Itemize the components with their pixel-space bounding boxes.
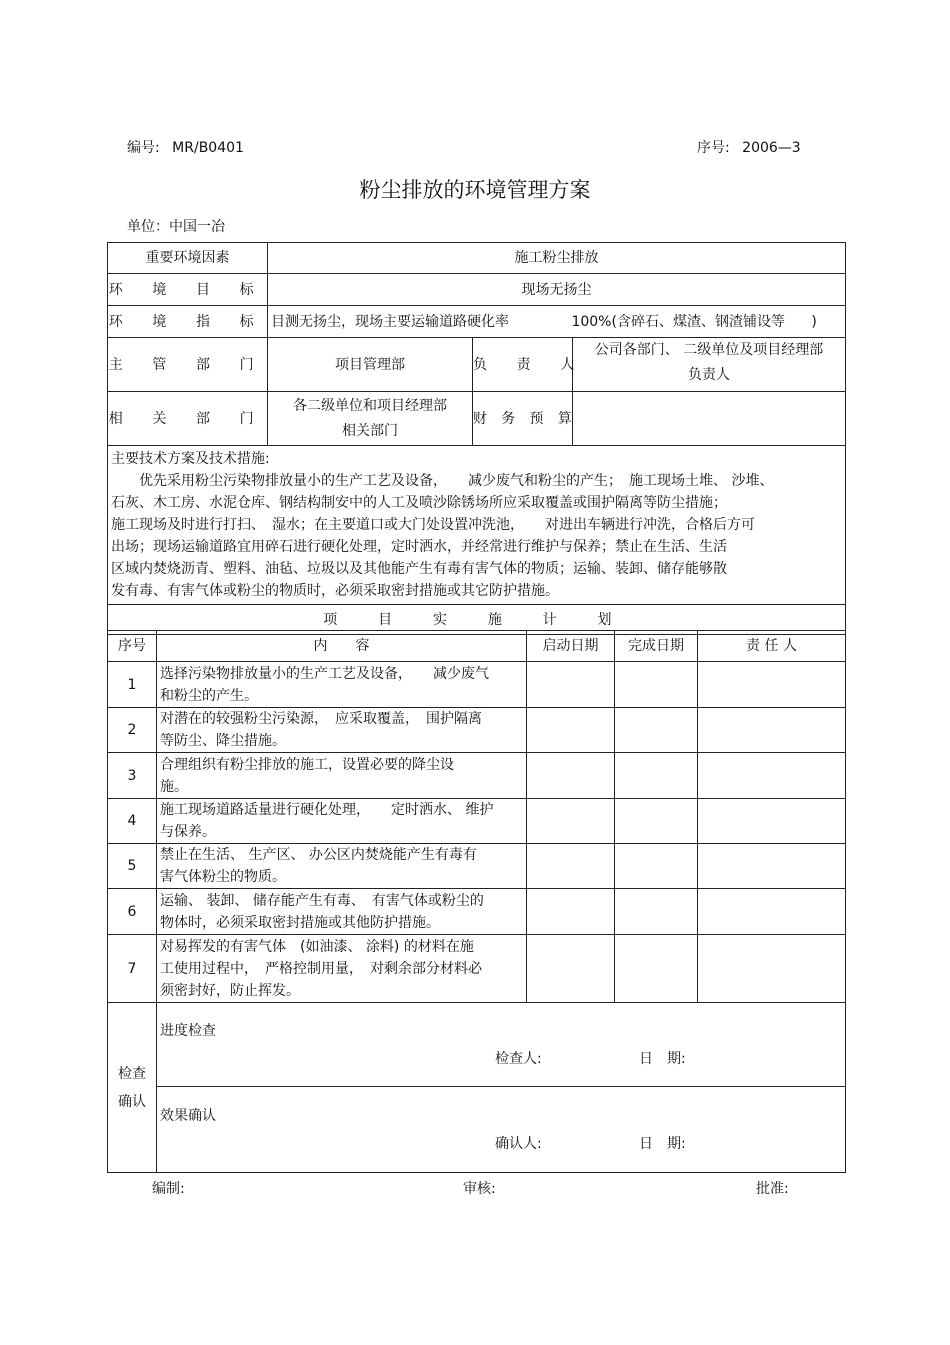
doc-seq-label: 序号: [697, 140, 730, 156]
owner-value [573, 338, 846, 392]
tech-heading: 主要技术方案及技术措施: [111, 451, 270, 467]
row-start [527, 708, 615, 753]
check-label-1: 检查 [118, 1065, 146, 1082]
row-owner [698, 935, 846, 1003]
row-end [615, 935, 698, 1003]
tech-line: 出场；现场运输道路宜用碎石进行硬化处理，定时洒水，并经常进行维护与保养；禁止在生活、生活 [111, 539, 727, 555]
row-no: 5 [108, 844, 157, 889]
row-content-line: 工使用过程中， 严格控制用量， 对剩余部分材料必 [160, 960, 482, 977]
effect-confirm-cell [157, 1087, 846, 1173]
tech-line: 优先采用粉尘污染物排放量小的生产工艺及设备， 减少废气和粉尘的产生； 施工现场土堆、 沙堆、 [111, 473, 774, 489]
footer-approve: 批准: [756, 1181, 789, 1197]
table-row [108, 708, 846, 753]
row-content-line: 物体时，必须采取密封措施或其他防护措施。 [160, 914, 440, 931]
row-no: 3 [108, 753, 157, 799]
row-content [157, 662, 527, 708]
target-label: 环 境 目 标 [108, 274, 268, 306]
rel-value-2: 相关部门 [342, 422, 398, 439]
tech-measures [108, 446, 846, 605]
progress-date: 日 期: [639, 1051, 686, 1067]
budget-label: 财 务 预 算 [473, 392, 573, 446]
table-row [108, 662, 846, 708]
table-row [108, 889, 846, 935]
check-label-2: 确认 [118, 1093, 146, 1110]
factor-label: 重要环境因素 [108, 243, 268, 274]
footer-compile: 编制: [152, 1181, 185, 1197]
rel-label: 相 关 部 门 [108, 392, 268, 446]
col-header-end: 完成日期 [615, 631, 698, 662]
row-content-line: 运输、 装卸、 储存能产生有毒、 有害气体或粉尘的 [160, 892, 484, 909]
row-no: 2 [108, 708, 157, 753]
effect-title: 效果确认 [160, 1108, 216, 1124]
check-table [107, 1002, 846, 1173]
doc-code [127, 137, 244, 157]
doc-code-value: MR/B0401 [172, 140, 244, 156]
row-start [527, 935, 615, 1003]
row-end [615, 753, 698, 799]
plan-table [107, 630, 846, 1003]
owner-value-2: 负责人 [688, 367, 730, 383]
row-content-line: 须密封好，防止挥发。 [160, 982, 300, 999]
row-owner [698, 889, 846, 935]
row-end [615, 799, 698, 844]
row-owner [698, 799, 846, 844]
doc-code-label: 编号: [127, 140, 160, 156]
row-content-line: 与保养。 [160, 824, 216, 840]
row-content [157, 708, 527, 753]
page-title: 粉尘排放的环境管理方案 [359, 178, 591, 202]
doc-seq-value: 2006—3 [742, 140, 801, 156]
row-start [527, 799, 615, 844]
info-table [107, 242, 846, 635]
col-header-no: 序号 [108, 631, 157, 662]
dept-value: 项目管理部 [268, 338, 473, 392]
index-value-a: 目测无扬尘，现场主要运输道路硬化率 [271, 313, 509, 330]
row-start [527, 844, 615, 889]
row-end [615, 662, 698, 708]
dept-label: 主 管 部 门 [108, 338, 268, 392]
row-content-line: 合理组织有粉尘排放的施工，设置必要的降尘设 [160, 756, 454, 773]
row-content-line: 施工现场道路适量进行硬化处理， 定时洒水、 维护 [160, 802, 494, 818]
plan-title: 项 目 实 施 计 划 [108, 605, 846, 635]
index-value [268, 306, 846, 338]
budget-value [573, 392, 846, 446]
row-start [527, 889, 615, 935]
row-content-line: 等防尘、降尘措施。 [160, 733, 286, 749]
col-header-owner: 责 任 人 [698, 631, 846, 662]
row-content [157, 799, 527, 844]
row-end [615, 889, 698, 935]
table-row [108, 753, 846, 799]
row-no: 1 [108, 662, 157, 708]
index-value-c: ) [811, 313, 817, 330]
row-no: 4 [108, 799, 157, 844]
tech-line: 石灰、木工房、水泥仓库、钢结构制安中的人工及喷沙除锈场所应采取覆盖或围护隔离等防尘措施； [111, 495, 727, 511]
index-label: 环 境 指 标 [108, 306, 268, 338]
index-value-b: 100%(含碎石、煤渣、钢渣铺设等 [571, 313, 785, 330]
col-header-content: 内 容 [157, 631, 527, 662]
row-end [615, 708, 698, 753]
progress-title: 进度检查 [160, 1023, 216, 1039]
owner-value-1: 公司各部门、 二级单位及项目经理部 [594, 342, 824, 358]
unit-line: 单位：中国一冶 [127, 219, 225, 235]
row-content [157, 844, 527, 889]
footer-review: 审核: [463, 1181, 496, 1197]
row-owner [698, 708, 846, 753]
row-content-line: 和粉尘的产生。 [160, 687, 258, 704]
row-content [157, 753, 527, 799]
tech-line: 施工现场及时进行打扫、 湿水；在主要道口或大门处设置冲洗池， 对进出车辆进行冲洗，合格后方可 [111, 517, 755, 533]
effect-person: 确认人: [495, 1136, 542, 1152]
row-no: 6 [108, 889, 157, 935]
row-content-line: 害气体粉尘的物质。 [160, 869, 286, 885]
check-label [108, 1003, 157, 1173]
table-row [108, 935, 846, 1003]
rel-value [268, 392, 473, 446]
factor-value: 施工粉尘排放 [268, 243, 846, 274]
doc-seq [697, 137, 801, 157]
effect-date: 日 期: [639, 1136, 686, 1152]
target-value: 现场无扬尘 [268, 274, 846, 306]
progress-person: 检查人: [495, 1051, 542, 1067]
row-start [527, 662, 615, 708]
tech-line: 区域内焚烧沥青、塑料、油毡、垃圾以及其他能产生有毒有害气体的物质；运输、装卸、储存能够散 [111, 561, 727, 577]
row-content [157, 889, 527, 935]
table-row [108, 844, 846, 889]
rel-value-1: 各二级单位和项目经理部 [293, 397, 447, 414]
row-content-line: 对易挥发的有害气体 (如油漆、 涂料) 的材料在施 [160, 938, 474, 955]
row-owner [698, 753, 846, 799]
row-start [527, 753, 615, 799]
row-content [157, 935, 527, 1003]
row-owner [698, 662, 846, 708]
owner-label: 负 责 人 [473, 338, 573, 392]
row-no: 7 [108, 935, 157, 1003]
row-content-line: 施。 [160, 778, 188, 795]
table-row [108, 799, 846, 844]
row-end [615, 844, 698, 889]
row-content-line: 禁止在生活、 生产区、 办公区内焚烧能产生有毒有 [160, 847, 477, 863]
progress-check-cell [157, 1003, 846, 1087]
tech-line: 发有毒、有害气体或粉尘的物质时，必须采取密封措施或其它防护措施。 [111, 583, 559, 599]
row-content-line: 选择污染物排放量小的生产工艺及设备， 减少废气 [160, 665, 489, 682]
row-content-line: 对潜在的较强粉尘污染源， 应采取覆盖， 围护隔离 [160, 711, 482, 727]
row-owner [698, 844, 846, 889]
col-header-start: 启动日期 [527, 631, 615, 662]
